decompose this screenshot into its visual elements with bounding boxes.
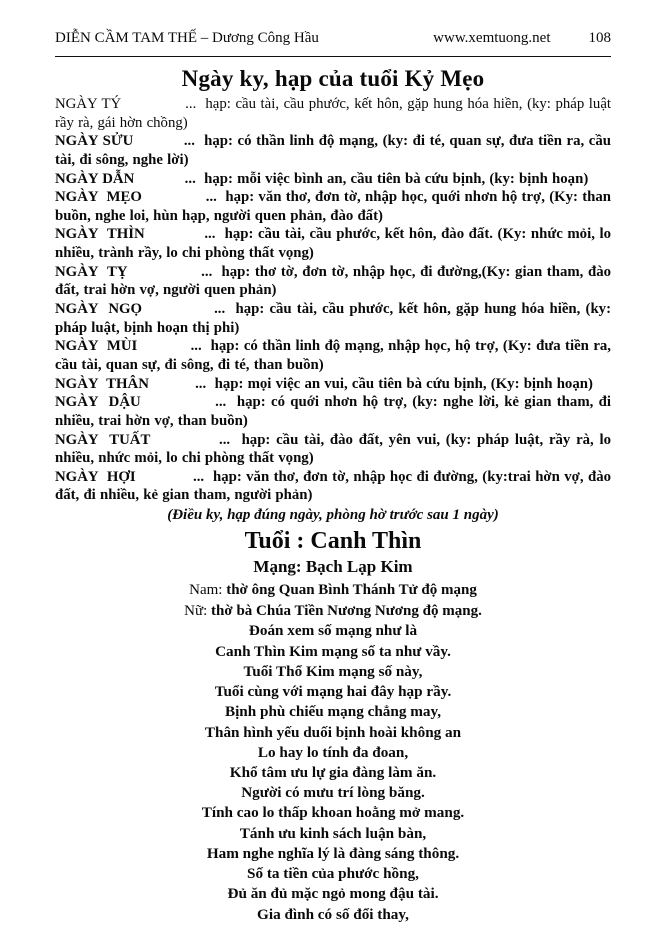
day-entry-dan: NGÀY DẪN ... hạp: mỗi việc bình an, cầu tiên bà cứu bịnh, (ky: bịnh hoạn) bbox=[55, 170, 589, 187]
nam-deity-line bbox=[55, 580, 611, 601]
poem-line: Thân hình yếu duối bịnh hoài không an bbox=[204, 723, 462, 741]
poem-line: Người có mưu trí lòng băng. bbox=[241, 784, 425, 802]
book-title: DIỄN CẦM TAM THẾ – Dương Công Hầu bbox=[55, 30, 319, 46]
day-entry-meo: NGÀY MẸO ... hạp: văn thơ, đơn tờ, nhập học, quới nhơn hộ trợ, (Ky: than buồn, nghe loi, hùn hạp, người quen phản, đào đất) bbox=[55, 189, 616, 224]
poem-line: Tuổi cùng với mạng hai đây hạp rầy. bbox=[214, 683, 452, 701]
day-entry-suu: NGÀY SỬU ... hạp: có thần linh độ mạng, (ky: đi té, quan sự, đưa tiền ra, cầu tài, đi sông, nghe lời) bbox=[55, 133, 616, 168]
day-entry-ti: NGÀY TỴ ... hạp: thơ tờ, đơn tờ, nhập học, đi đường,(Ky: gian tham, đào đất, trai hờn vợ, người quen phản) bbox=[55, 263, 616, 299]
header-right-group bbox=[433, 30, 611, 47]
poem-line: Gia đình có số đổi thay, bbox=[257, 905, 409, 923]
nu-deity-line bbox=[55, 601, 611, 622]
poem-line: Đủ ăn đủ mặc ngỏ mong đậu tài. bbox=[227, 885, 439, 903]
day-entry-than: NGÀY THÂN ... hạp: mọi việc an vui, cầu tiên bà cứu bịnh, (Ky: bịnh hoạn) bbox=[55, 375, 593, 392]
poem-line: Đoán xem số mạng như là bbox=[248, 622, 418, 640]
poem-line: Bịnh phù chiếu mạng chẳng may, bbox=[224, 703, 442, 721]
nu-label: Nữ: bbox=[184, 602, 208, 619]
tuoi-section-title: Tuổi : Canh Thìn bbox=[244, 528, 422, 555]
nu-text: thờ bà Chúa Tiền Nương Nương độ mạng. bbox=[211, 602, 482, 619]
poem-line: Tính cao lo thấp khoan hoằng mở mang. bbox=[201, 804, 465, 822]
poem-line: Ham nghe nghĩa lý là đàng sáng thông. bbox=[206, 844, 460, 862]
poem-line: Tánh ưu kinh sách luận bàn, bbox=[239, 824, 427, 842]
day-entry-ngo: NGÀY NGỌ ... hạp: cầu tài, cầu phước, kết hôn, gặp hung hóa hiền, (ky: pháp luật, bịnh hoạn thị phi) bbox=[55, 301, 616, 336]
day-entry-hoi: NGÀY HỢI ... hạp: văn thơ, đơn tờ, nhập học đi đường, (ky:trai hờn vợ, đào đất, đi nhiều, kẻ gian tham, người phản) bbox=[55, 468, 616, 504]
page-header bbox=[55, 30, 611, 57]
website-url: www.xemtuong.net bbox=[433, 30, 551, 46]
day-entry-ty: NGÀY TÝ ... hạp: cầu tài, cầu phước, kết hôn, gặp hung hóa hiền, (ky: pháp luật rầy rà, gái hờn chồng) bbox=[55, 96, 616, 131]
nam-label: Nam: bbox=[189, 582, 223, 599]
tuoi-mang: Mạng: Bạch Lạp Kim bbox=[253, 557, 413, 577]
day-entries-list bbox=[55, 95, 616, 505]
page-number: 108 bbox=[588, 30, 611, 46]
day-entry-thin: NGÀY THÌN ... hạp: cầu tài, cầu phước, kết hôn, đào đất. (Ky: nhức mỏi, lo nhiều, trành rầy, lo chi phòng thất vọng) bbox=[55, 226, 616, 262]
poem-line: Canh Thìn Kim mạng số ta như vầy. bbox=[215, 642, 451, 660]
poem-line: Lo hay lo tính đa đoan, bbox=[257, 743, 409, 761]
kyhap-note: (Điều ky, hạp đúng ngày, phòng hờ trước sau 1 ngày) bbox=[167, 507, 499, 524]
poem-line: Khổ tâm ưu lự gia đàng làm ăn. bbox=[229, 764, 437, 781]
day-entry-tuat: NGÀY TUẤT ... hạp: cầu tài, đào đất, yên vui, (ky: pháp luật, rầy rà, lo nhiều, nhức mỏi, lo chi phòng thất vọng) bbox=[55, 431, 616, 467]
poem-line: Tuổi Thổ Kim mạng số này, bbox=[243, 662, 423, 680]
kyhap-section-title: Ngày ky, hạp của tuổi Kỷ Mẹo bbox=[181, 66, 485, 91]
day-entry-mui: NGÀY MÙI ... hạp: có thần linh độ mạng, nhập học, hộ trợ, (Ky: đưa tiền ra, cầu tài, quan sự, đi sông, đi té, than buồn) bbox=[55, 338, 616, 373]
day-entry-dau: NGÀY DẬU ... hạp: có quới nhơn hộ trợ, (ky: nghe lời, kẻ gian tham, đi nhiều, trai hờn vợ, than buồn) bbox=[55, 394, 616, 429]
poem-line: Số ta tiền của phước hồng, bbox=[247, 865, 419, 883]
nam-text: thờ ông Quan Bình Thánh Tử độ mạng bbox=[226, 582, 477, 599]
fortune-poem bbox=[55, 621, 611, 924]
